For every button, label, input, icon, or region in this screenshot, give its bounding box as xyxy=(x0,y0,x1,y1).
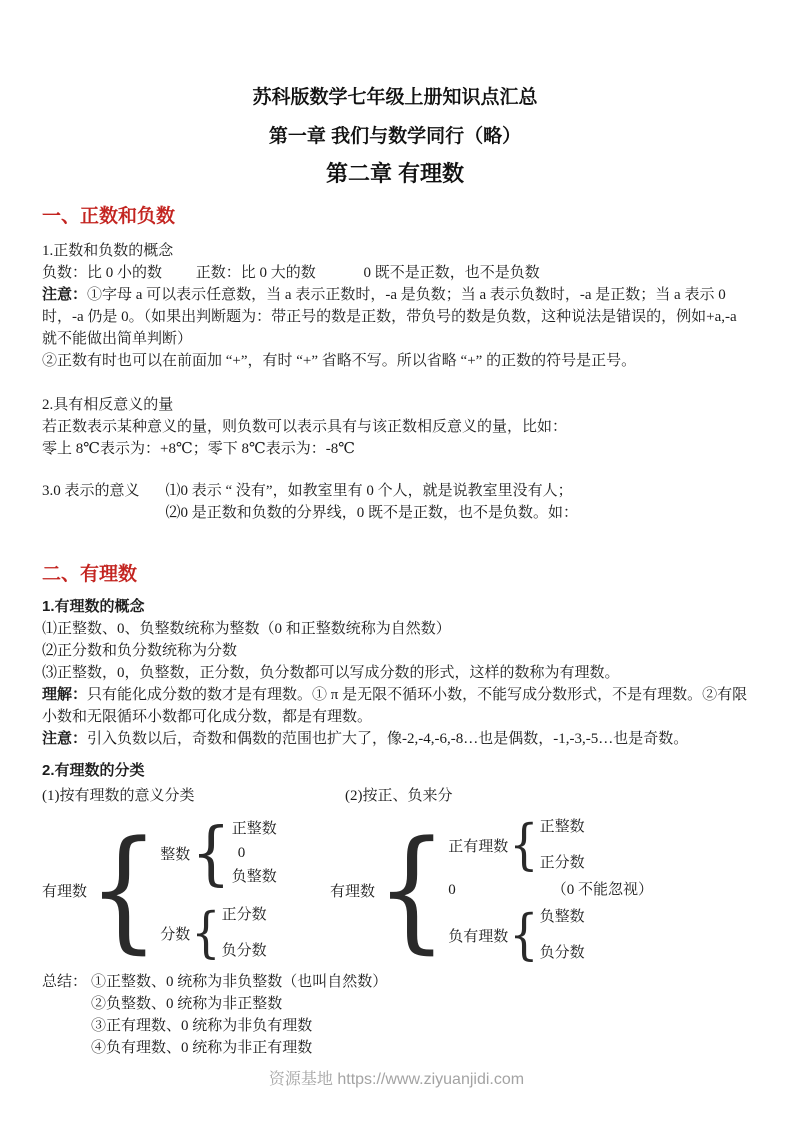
footer-watermark: 资源基地 https://www.ziyuanjidi.com xyxy=(268,1071,525,1088)
s1-note-paragraph xyxy=(42,284,748,350)
tree2-caption: (2)按正、负来分 xyxy=(345,788,453,804)
tree2-zero-row xyxy=(448,878,653,902)
s1-opposite-line2: 零上 8℃表示为：+8℃；零下 8℃表示为：-8℃ xyxy=(42,441,356,457)
tree1-integer-brace-icon: { xyxy=(191,811,231,894)
s1-opposite-title: 2.具有相反意义的量 xyxy=(42,397,174,413)
s2-summary xyxy=(42,971,748,1059)
s1-opposite-line1: 若正数表示某种意义的量，则负数可以表示具有与该正数相反意义的量，比如： xyxy=(42,419,568,435)
s2-note-label: 注意： xyxy=(42,730,88,747)
summary-label: 总结： xyxy=(42,974,88,990)
s2-concept-item3: ⑶正整数，0，负整数，正分数，负分数都可以写成分数的形式，这样的数称为有理数。 xyxy=(42,665,620,681)
diagram-captions xyxy=(42,785,748,807)
chapter1-title: 第一章 我们与数学同行（略） xyxy=(268,126,522,147)
tree1-caption: (1)按有理数的意义分类 xyxy=(42,788,195,804)
tree-by-meaning xyxy=(42,811,330,969)
tree2-positive-group xyxy=(448,812,653,877)
tree2-negative-label: 负有理数 xyxy=(448,928,509,945)
tree-leaf: 负分数 xyxy=(539,945,585,961)
tree2-negative-leaves xyxy=(540,905,585,965)
tree-leaf: 负整数 xyxy=(231,869,277,885)
understand-body: 只有能化成分数的数才是有理数。① π 是无限不循环小数，不能写成分数形式，不是有理数。②有限小数和无限循环小数都可化成分数，都是有理数。 xyxy=(42,687,748,725)
tree-leaf: 负分数 xyxy=(221,943,267,959)
tree2-root-brace-icon: { xyxy=(376,812,448,967)
zero-meaning-item1: ⑴0 表示 “ 没有”，如教室里有 0 个人，就是说教室里没有人； xyxy=(165,483,573,499)
tree1-level1 xyxy=(160,811,277,965)
summary-item: ③正有理数、0 统称为非负有理数 xyxy=(91,1018,313,1034)
def-negative: 负数：比 0 小的数 xyxy=(42,265,163,281)
doc-title: 苏科版数学七年级上册知识点汇总 xyxy=(252,87,538,108)
tree-by-sign xyxy=(330,811,653,969)
summary-items xyxy=(91,971,387,1059)
tree1-integer-leaves xyxy=(232,817,277,889)
summary-item: ②负整数、0 统称为非正整数 xyxy=(91,996,283,1012)
chapter2-title: 第二章 有理数 xyxy=(325,161,465,186)
tree2-positive-label: 正有理数 xyxy=(448,838,509,855)
tree1-fraction-brace-icon: { xyxy=(191,900,221,965)
tree1-fraction-group xyxy=(160,900,276,965)
s1-definitions-line xyxy=(42,262,748,284)
def-zero: 0 既不是正数，也不是负数 xyxy=(363,265,540,281)
tree2-level1 xyxy=(448,812,654,967)
tree-leaf: 正分数 xyxy=(221,907,267,923)
summary-item: ④负有理数、0 统称为非正有理数 xyxy=(91,1040,313,1056)
tree2-positive-leaves xyxy=(540,815,585,875)
tree1-root-brace-icon: { xyxy=(88,812,160,967)
zero-meaning-items xyxy=(166,480,579,524)
tree2-negative-group xyxy=(448,902,653,967)
zero-meaning-label: 3.0 表示的意义 xyxy=(42,483,140,499)
tree-leaf: 正整数 xyxy=(539,819,585,835)
summary-item: ①正整数、0 统称为非负整数（也叫自然数） xyxy=(91,974,388,990)
s1-concept-title-text: 1.正数和负数的概念 xyxy=(42,243,174,259)
tree2-positive-brace-icon: { xyxy=(509,812,539,877)
tree2-root-label: 有理数 xyxy=(330,883,376,900)
s2-note-body: 引入负数以后，奇数和偶数的范围也扩大了，像-2,-4,-6,-8…也是偶数，-1,-3,-5…也是奇数。 xyxy=(87,731,689,747)
tree-leaf: 正整数 xyxy=(231,821,277,837)
s2-note-paragraph xyxy=(42,728,748,750)
tree-leaf: 0 xyxy=(237,845,246,861)
tree-leaf: 负整数 xyxy=(539,909,585,925)
tree1-root-label: 有理数 xyxy=(42,883,88,900)
tree2-zero-note: （0 不能忽视） xyxy=(551,882,654,898)
tree-leaf: 正分数 xyxy=(539,855,585,871)
section2-heading: 二、有理数 xyxy=(42,564,138,585)
tree2-zero-value: 0 xyxy=(448,882,456,898)
classification-diagrams xyxy=(42,811,748,969)
tree1-fraction-label: 分数 xyxy=(160,926,191,943)
tree1-fraction-leaves xyxy=(222,903,267,963)
s1-zero-meaning xyxy=(42,480,748,524)
tree1-integer-label: 整数 xyxy=(160,846,191,863)
zero-meaning-item2: ⑵0 是正数和负数的分界线，0 既不是正数，也不是负数。如： xyxy=(165,505,579,521)
s1-note-item2: ②正数有时也可以在前面加 “+”，有时 “+” 省略不写。所以省略 “+” 的正数的符号是正号。 xyxy=(42,353,637,369)
s2-classification-title: 2.有理数的分类 xyxy=(42,762,145,779)
s2-understand-paragraph xyxy=(42,684,748,728)
s2-concept-title: 1.有理数的概念 xyxy=(42,598,145,615)
note-label: 注意： xyxy=(42,286,88,303)
tree1-integer-group xyxy=(160,811,277,894)
def-positive: 正数：比 0 大的数 xyxy=(195,265,316,281)
section1-heading: 一、正数和负数 xyxy=(42,206,176,227)
understand-label: 理解： xyxy=(42,686,88,703)
s2-concept-item2: ⑵正分数和负分数统称为分数 xyxy=(42,643,238,659)
note-body: ①字母 a 可以表示任意数，当 a 表示正数时，-a 是负数；当 a 表示负数时，-a 是正数；当 a 表示 0 时，-a 仍是 0。（如果出判断题为：带正号的数是正数，带负号的数是负数，这种说法是错误的，例如+a,-a 就不能做出简单判断） xyxy=(42,287,737,347)
tree2-negative-brace-icon: { xyxy=(509,902,539,967)
s1-concept-title xyxy=(42,240,748,262)
s2-concept-item1: ⑴正整数、0、负整数统称为整数（0 和正整数统称为自然数） xyxy=(42,621,451,637)
